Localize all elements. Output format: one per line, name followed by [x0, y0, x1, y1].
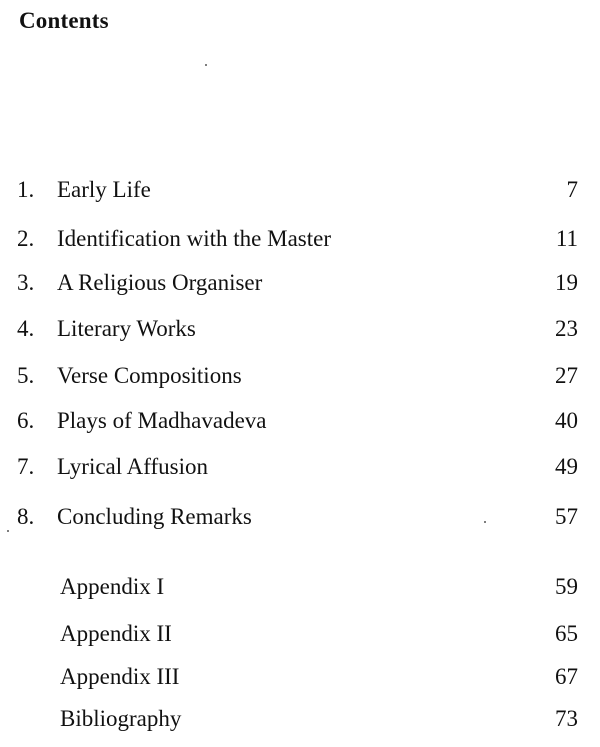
- toc-entry: [0, 268, 600, 298]
- chapter-title: Concluding Remarks: [57, 504, 252, 529]
- back-matter-title: Bibliography: [60, 706, 182, 731]
- page-number: 19: [555, 270, 578, 295]
- toc-entry: [0, 662, 600, 692]
- toc-entry: [0, 224, 600, 254]
- page-number: 65: [555, 621, 578, 646]
- chapter-number: 6.: [17, 408, 35, 433]
- toc-entry: [0, 314, 600, 344]
- toc-entry: [0, 572, 600, 602]
- chapter-title: Early Life: [57, 177, 151, 202]
- chapter-title: Plays of Madhavadeva: [57, 408, 267, 433]
- chapter-number: 4.: [17, 316, 35, 341]
- toc-entry: [0, 361, 600, 391]
- chapter-title: Identification with the Master: [57, 226, 332, 251]
- toc-entry: [0, 502, 600, 532]
- back-matter-title: Appendix II: [60, 621, 172, 646]
- toc-entry: [0, 452, 600, 482]
- chapter-number: 5.: [17, 363, 35, 388]
- page-number: 67: [555, 664, 578, 689]
- chapter-number: 8.: [17, 504, 35, 529]
- chapter-number: 1.: [17, 177, 35, 202]
- chapter-title: A Religious Organiser: [57, 270, 263, 295]
- chapter-number: 3.: [17, 270, 35, 295]
- page-title: Contents: [19, 8, 109, 33]
- page-number: 40: [555, 408, 578, 433]
- chapter-title: Verse Compositions: [57, 363, 242, 388]
- page-number: 27: [555, 363, 578, 388]
- back-matter-title: Appendix III: [60, 664, 180, 689]
- back-matter-title: Appendix I: [60, 574, 165, 599]
- chapter-number: 2.: [17, 226, 35, 251]
- page-number: 7: [566, 177, 578, 202]
- page-number: 57: [555, 504, 578, 529]
- chapter-title: Literary Works: [57, 316, 196, 341]
- page-number: 59: [555, 574, 578, 599]
- page-number: 49: [555, 454, 578, 479]
- page-number: 73: [555, 706, 578, 731]
- chapter-number: 7.: [17, 454, 35, 479]
- toc-entry: [0, 406, 600, 436]
- toc-entry: [0, 619, 600, 649]
- page-number: 23: [555, 316, 578, 341]
- toc-entry: [0, 704, 600, 734]
- page-number: 11: [555, 226, 578, 251]
- chapter-title: Lyrical Affusion: [57, 454, 208, 479]
- toc-entry: [0, 175, 600, 205]
